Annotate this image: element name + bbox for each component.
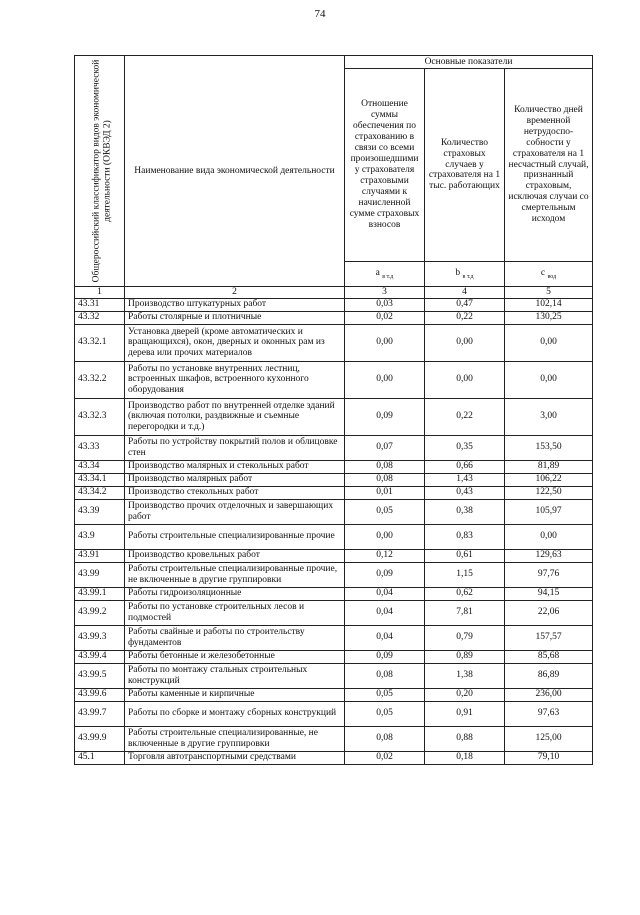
activity-name-cell: Работы по устройству покрытий полов и облицовке стен [125, 435, 345, 460]
indicator-a-cell: 0,09 [345, 650, 425, 663]
table-row [75, 298, 593, 311]
indicator-a-cell: 0,00 [345, 361, 425, 398]
indicator-b-cell: 0,18 [425, 751, 505, 764]
okved-code-cell: 43.99.5 [75, 663, 125, 688]
table-row [75, 701, 593, 726]
table-row [75, 663, 593, 688]
table-row [75, 486, 593, 499]
header-c-symbol: с $_{вод}$ [505, 262, 593, 287]
indicator-b-cell: 0,38 [425, 499, 505, 524]
indicator-c-cell: 122,50 [505, 486, 593, 499]
indicator-b-cell: 0,43 [425, 486, 505, 499]
okved-code-cell: 43.99.4 [75, 650, 125, 663]
indicator-c-cell: 129,63 [505, 549, 593, 562]
indicator-a-cell: 0,12 [345, 549, 425, 562]
activity-name-cell: Работы свайные и работы по строительству фундаментов [125, 625, 345, 650]
okved-code-cell: 43.99.6 [75, 688, 125, 701]
activity-name-cell: Работы по установке строительных лесов и подмостей [125, 600, 345, 625]
okved-code-cell: 43.34 [75, 460, 125, 473]
table-row [75, 625, 593, 650]
table-row [75, 587, 593, 600]
indicator-b-cell: 0,22 [425, 398, 505, 435]
table-row [75, 688, 593, 701]
indicator-c-cell: 102,14 [505, 298, 593, 311]
table-row [75, 499, 593, 524]
activity-name-cell: Производство стекольных работ [125, 486, 345, 499]
okved-code-cell: 43.99.1 [75, 587, 125, 600]
indicator-b-cell: 0,20 [425, 688, 505, 701]
activity-name-cell: Работы строительные специализированные прочие [125, 524, 345, 549]
okved-code-cell: 43.39 [75, 499, 125, 524]
indicator-c-cell: 86,89 [505, 663, 593, 688]
indicator-c-cell: 130,25 [505, 311, 593, 324]
indicator-c-cell: 3,00 [505, 398, 593, 435]
table-row [75, 726, 593, 751]
activity-name-cell: Работы каменные и кирпичные [125, 688, 345, 701]
okved-code-cell: 43.34.2 [75, 486, 125, 499]
indicator-c-cell: 125,00 [505, 726, 593, 751]
header-a-symbol: a $_{в т.д}$ [345, 262, 425, 287]
indicator-a-cell: 0,09 [345, 398, 425, 435]
table-row [75, 549, 593, 562]
column-number: 3 [345, 287, 425, 299]
okved-code-cell: 43.32 [75, 311, 125, 324]
okved-code-cell: 43.99.9 [75, 726, 125, 751]
activity-name-cell: Производство работ по внутренней отделке зданий (включая потолки, раздвижные и съемные перегородки и т.д.) [125, 398, 345, 435]
activity-name-cell: Производство малярных и стекольных работ [125, 460, 345, 473]
indicator-c-cell: 85,68 [505, 650, 593, 663]
indicator-b-cell: 1,38 [425, 663, 505, 688]
table-row [75, 600, 593, 625]
activity-name-cell: Производство кровельных работ [125, 549, 345, 562]
indicator-a-cell: 0,00 [345, 524, 425, 549]
indicator-b-cell: 0,62 [425, 587, 505, 600]
indicator-b-cell: 0,00 [425, 324, 505, 361]
indicator-b-cell: 1,15 [425, 562, 505, 587]
indicator-a-cell: 0,09 [345, 562, 425, 587]
header-activity-name: Наименование вида экономической деятельности [125, 56, 345, 287]
indicator-a-cell: 0,08 [345, 460, 425, 473]
indicator-c-cell: 105,97 [505, 499, 593, 524]
indicator-a-cell: 0,03 [345, 298, 425, 311]
indicator-b-cell: 0,83 [425, 524, 505, 549]
indicator-a-cell: 0,04 [345, 625, 425, 650]
activity-name-cell: Производство прочих отделочных и завершающих работ [125, 499, 345, 524]
activity-name-cell: Работы по монтажу стальных строительных конструкций [125, 663, 345, 688]
indicator-a-cell: 0,08 [345, 473, 425, 486]
indicator-a-cell: 0,05 [345, 701, 425, 726]
activity-name-cell: Работы строительные специализированные, не включенные в другие группировки [125, 726, 345, 751]
column-number: 1 [75, 287, 125, 299]
header-okved-code-text: Общероссийский классификатор видов экономической деятельности (ОКВЭД 2) [91, 59, 113, 283]
indicator-c-cell: 236,00 [505, 688, 593, 701]
header-main-indicators: Основные показатели [345, 56, 593, 69]
okved-code-cell: 43.34.1 [75, 473, 125, 486]
indicator-c-cell: 0,00 [505, 524, 593, 549]
activity-name-cell: Торговля автотранспортными средствами [125, 751, 345, 764]
table-row [75, 473, 593, 486]
indicator-b-cell: 0,35 [425, 435, 505, 460]
indicator-b-cell: 0,89 [425, 650, 505, 663]
indicator-b-cell: 0,61 [425, 549, 505, 562]
activity-name-cell: Работы по установке внутренних лестниц, встроенных шкафов, встроенного кухонного оборудования [125, 361, 345, 398]
table-row [75, 324, 593, 361]
activity-name-cell: Работы по сборке и монтажу сборных конструкций [125, 701, 345, 726]
okved-code-cell: 43.32.1 [75, 324, 125, 361]
indicator-c-cell: 0,00 [505, 324, 593, 361]
indicator-a-cell: 0,01 [345, 486, 425, 499]
indicator-c-cell: 0,00 [505, 361, 593, 398]
table-row [75, 751, 593, 764]
indicator-c-cell: 97,76 [505, 562, 593, 587]
indicator-c-cell: 22,06 [505, 600, 593, 625]
indicator-a-cell: 0,08 [345, 663, 425, 688]
indicator-a-cell: 0,05 [345, 688, 425, 701]
indicator-b-cell: 0,88 [425, 726, 505, 751]
okved-code-cell: 43.9 [75, 524, 125, 549]
indicator-a-cell: 0,05 [345, 499, 425, 524]
indicator-c-cell: 97,63 [505, 701, 593, 726]
activity-name-cell: Установка дверей (кроме автоматических и вращающихся), окон, дверных и оконных рам из дерева или прочих материалов [125, 324, 345, 361]
indicator-c-cell: 157,57 [505, 625, 593, 650]
indicator-a-cell: 0,00 [345, 324, 425, 361]
indicator-b-cell: 0,00 [425, 361, 505, 398]
okved-code-cell: 43.99.3 [75, 625, 125, 650]
indicator-b-cell: 7,81 [425, 600, 505, 625]
table-row [75, 524, 593, 549]
indicator-b-cell: 1,43 [425, 473, 505, 486]
header-okved-code [75, 56, 125, 287]
indicator-a-cell: 0,08 [345, 726, 425, 751]
activity-name-cell: Производство малярных работ [125, 473, 345, 486]
table-row [75, 361, 593, 398]
activity-name-cell: Работы гидроизоляционные [125, 587, 345, 600]
indicator-a-cell: 0,02 [345, 751, 425, 764]
indicator-a-cell: 0,04 [345, 587, 425, 600]
column-number: 5 [505, 287, 593, 299]
indicator-b-cell: 0,66 [425, 460, 505, 473]
header-c-description: Количество дней временной нетрудоспо-собности у страхователя на 1 несчастный случай, признанный страховым, исключая случаи со смертельным исходом [505, 69, 593, 262]
column-number: 2 [125, 287, 345, 299]
indicator-b-cell: 0,22 [425, 311, 505, 324]
column-number: 4 [425, 287, 505, 299]
indicator-b-cell: 0,79 [425, 625, 505, 650]
table-row [75, 398, 593, 435]
okved-code-cell: 43.99.7 [75, 701, 125, 726]
indicator-c-cell: 94,15 [505, 587, 593, 600]
header-a-description: Отношение суммы обеспечения по страхованию в связи со всеми произошедшими у страхователя страховыми случаями к начисленной сумме страховых взносов [345, 69, 425, 262]
indicator-a-cell: 0,07 [345, 435, 425, 460]
okved-code-cell: 43.99.2 [75, 600, 125, 625]
okved-code-cell: 43.33 [75, 435, 125, 460]
column-numbers-row [75, 287, 593, 299]
header-b-symbol: b $_{в т.д}$ [425, 262, 505, 287]
table-row [75, 311, 593, 324]
okved-code-cell: 43.91 [75, 549, 125, 562]
okved-code-cell: 45.1 [75, 751, 125, 764]
table-row [75, 562, 593, 587]
activity-name-cell: Работы столярные и плотничные [125, 311, 345, 324]
activity-name-cell: Работы строительные специализированные прочие, не включенные в другие группировки [125, 562, 345, 587]
header-b-description: Количество страховых случаев у страхователя на 1 тыс. работающих [425, 69, 505, 262]
okved-code-cell: 43.99 [75, 562, 125, 587]
insurance-indicators-table [74, 55, 593, 765]
indicator-c-cell: 81,89 [505, 460, 593, 473]
indicator-c-cell: 79,10 [505, 751, 593, 764]
table-body [75, 298, 593, 764]
activity-name-cell: Работы бетонные и железобетонные [125, 650, 345, 663]
indicator-b-cell: 0,91 [425, 701, 505, 726]
table-row [75, 650, 593, 663]
okved-code-cell: 43.32.3 [75, 398, 125, 435]
okved-code-cell: 43.32.2 [75, 361, 125, 398]
indicator-a-cell: 0,04 [345, 600, 425, 625]
indicator-b-cell: 0,47 [425, 298, 505, 311]
indicator-c-cell: 153,50 [505, 435, 593, 460]
page-number: 74 [314, 8, 326, 20]
indicator-c-cell: 106,22 [505, 473, 593, 486]
indicator-a-cell: 0,02 [345, 311, 425, 324]
activity-name-cell: Производство штукатурных работ [125, 298, 345, 311]
table-row [75, 460, 593, 473]
table-row [75, 435, 593, 460]
okved-code-cell: 43.31 [75, 298, 125, 311]
